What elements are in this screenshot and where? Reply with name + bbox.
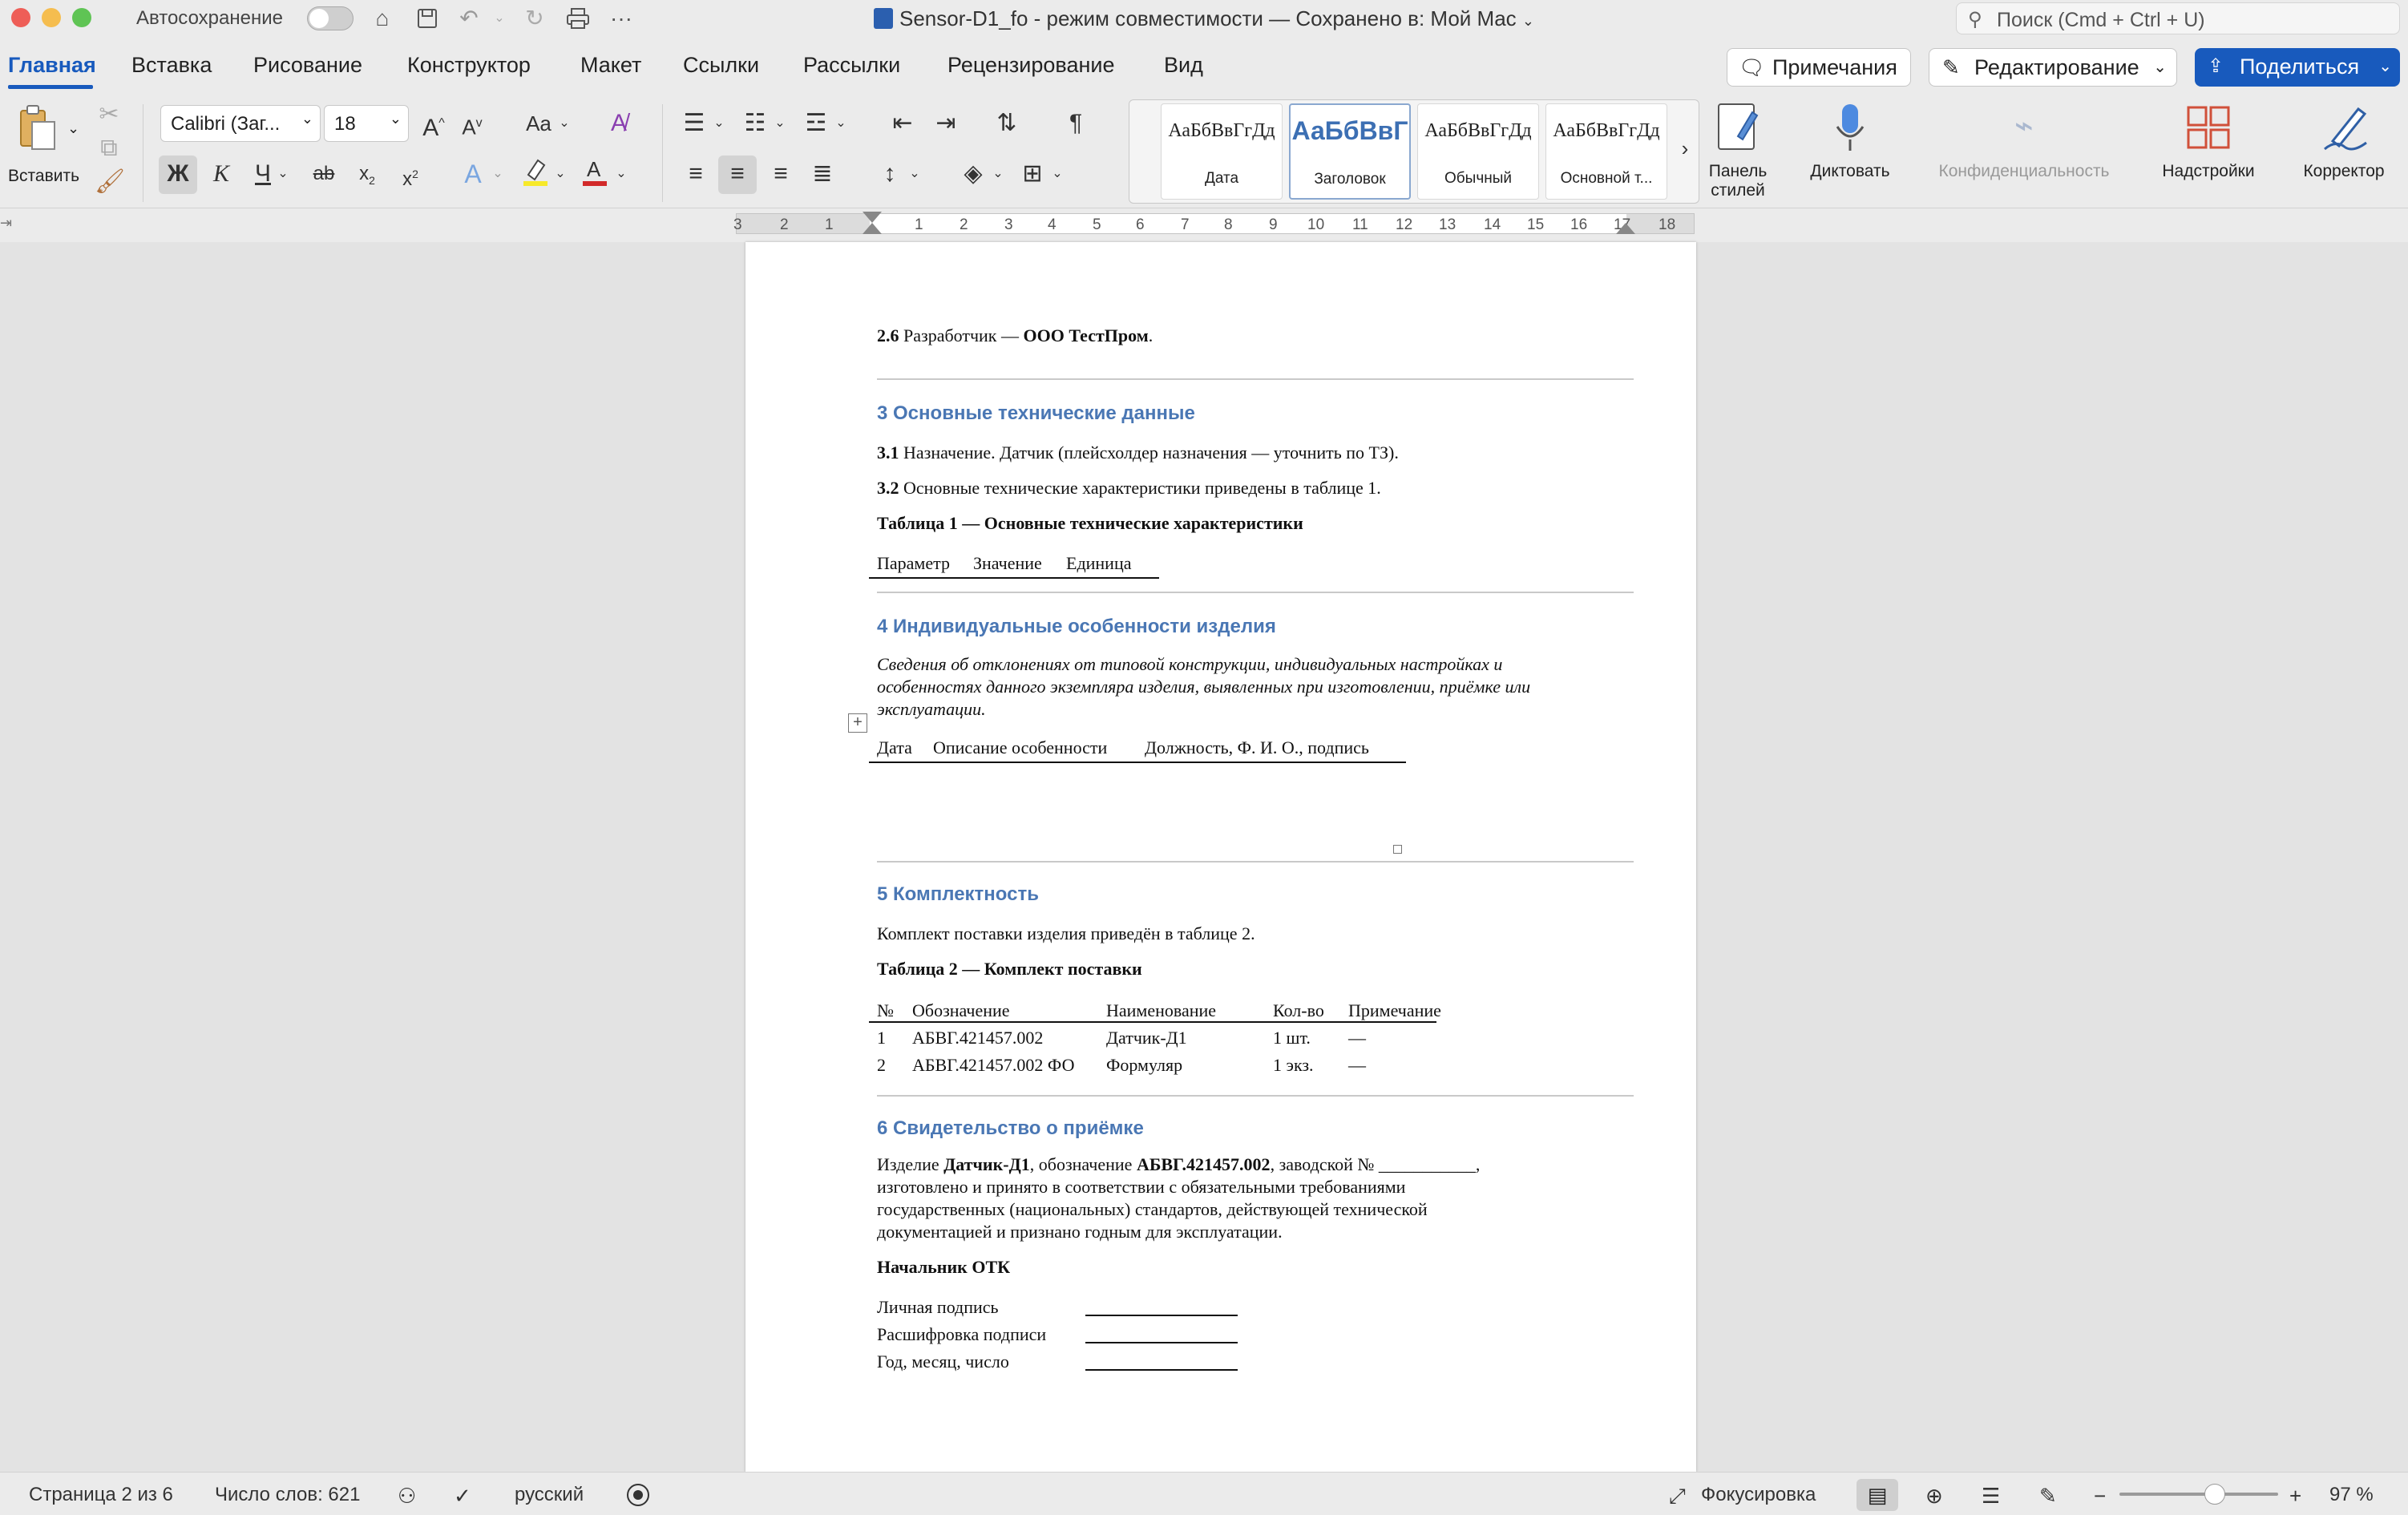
search-placeholder: Поиск (Cmd + Ctrl + U) xyxy=(1997,9,2205,31)
numbering-icon[interactable]: ☷ xyxy=(744,110,766,136)
clipboard-icon xyxy=(18,104,58,152)
style-name: Обычный xyxy=(1444,170,1512,187)
ruler-number: 9 xyxy=(1269,216,1278,233)
sensitivity-icon: ⌁ xyxy=(2014,108,2034,143)
tab-view[interactable]: Вид xyxy=(1164,53,1203,77)
highlight-icon[interactable] xyxy=(519,156,551,192)
paragraph-5: Комплект поставки изделия приведён в таблице 2. xyxy=(877,923,1255,943)
zoom-level[interactable]: 97 % xyxy=(2329,1484,2374,1505)
signature-line xyxy=(1085,1342,1238,1343)
chevron-down-icon[interactable]: ⌄ xyxy=(992,167,1004,180)
bullets-icon[interactable]: ☰ xyxy=(683,110,705,136)
signature-line xyxy=(1085,1369,1238,1371)
paragraph-3-1 xyxy=(877,442,1399,463)
table-header-cell: Значение xyxy=(973,553,1042,573)
paragraph-text: , заводской № ___________, xyxy=(1270,1154,1481,1174)
align-center-icon[interactable]: ≡ xyxy=(718,156,757,194)
paste-dropdown-icon: ⌄ xyxy=(67,120,80,136)
text-effects-icon[interactable]: A xyxy=(464,160,482,188)
undo-icon[interactable]: ↶ xyxy=(459,6,479,30)
chevron-down-icon[interactable]: ⌄ xyxy=(713,116,725,130)
table-header-cell: Должность, Ф. И. О., подпись xyxy=(1145,737,1369,758)
status-bar xyxy=(0,1472,2408,1515)
table-header-cell: Кол-во xyxy=(1273,1000,1324,1020)
chevron-down-icon: ⌄ xyxy=(2378,58,2392,75)
shading-icon[interactable]: ◈ xyxy=(964,160,983,187)
strikethrough-label: ab xyxy=(313,163,335,184)
ruler-number: 14 xyxy=(1484,216,1501,233)
horizontal-rule xyxy=(877,861,1634,863)
title-bar xyxy=(0,0,2408,37)
table-header-cell: Единица xyxy=(1066,553,1132,573)
hanging-indent-marker[interactable] xyxy=(863,223,882,234)
pencil-icon: ✎ xyxy=(1942,55,1960,79)
ruler-number: 6 xyxy=(1136,216,1145,233)
table-2-caption: Таблица 2 — Комплект поставки xyxy=(877,959,1142,979)
share-button[interactable] xyxy=(2195,48,2400,87)
paragraph-line: документацией и признано годным для эксплуатации. xyxy=(877,1222,1283,1242)
table-cell: АБВГ.421457.002 xyxy=(912,1028,1044,1048)
font-name-value: Calibri (Заг... xyxy=(171,113,281,135)
signature-label: Личная подпись xyxy=(877,1297,999,1317)
ruler-number: 16 xyxy=(1570,216,1588,233)
ruler-number: 4 xyxy=(1048,216,1057,233)
paragraph-6-first-line xyxy=(877,1154,1480,1175)
chevron-down-icon: ⌄ xyxy=(2153,59,2167,76)
signature-label: Год, месяц, число xyxy=(877,1351,1009,1372)
addins-icon xyxy=(2185,104,2232,151)
draft-view-icon[interactable]: ✎ xyxy=(2039,1484,2057,1508)
search-icon: ⚲ xyxy=(1968,9,1982,30)
first-line-indent-marker[interactable] xyxy=(863,212,882,223)
ruler-number: 17 xyxy=(1614,216,1631,233)
ruler-number: 10 xyxy=(1307,216,1325,233)
table-header-cell: Параметр xyxy=(877,553,950,573)
product-name: Датчик-Д1 xyxy=(943,1154,1030,1174)
editor-label: Корректор xyxy=(2303,162,2385,180)
undo-dropdown-icon[interactable]: ⌄ xyxy=(494,11,505,25)
language-indicator[interactable]: русский xyxy=(515,1484,584,1505)
tab-stop-icon[interactable]: ⇥ xyxy=(0,215,13,231)
table-1-caption: Таблица 1 — Основные технические характеристики xyxy=(877,513,1303,533)
paragraph-line: особенностях данного экземпляра изделия, выявленных при изготовлении, приёмке или xyxy=(877,677,1531,697)
ruler-number: 1 xyxy=(915,216,923,233)
chevron-down-icon[interactable]: ⌄ xyxy=(277,167,289,180)
print-layout-icon[interactable]: ▤ xyxy=(1857,1479,1898,1511)
editor-pen-icon xyxy=(2320,103,2371,154)
microphone-icon xyxy=(1832,103,1868,154)
accessibility-icon[interactable]: ⚇ xyxy=(398,1484,417,1508)
table-cell: — xyxy=(1348,1055,1366,1075)
more-icon[interactable]: ··· xyxy=(610,6,632,30)
signature-line xyxy=(1085,1315,1238,1316)
ruler-number: 13 xyxy=(1439,216,1457,233)
ruler-margin-left xyxy=(737,214,870,233)
format-painter-icon[interactable]: 🖌 xyxy=(95,168,126,195)
record-icon[interactable] xyxy=(627,1484,649,1506)
ruler-number: 18 xyxy=(1659,216,1676,233)
paragraph-line: Сведения об отклонениях от типовой конструкции, индивидуальных настройках и xyxy=(877,654,1503,674)
table-row xyxy=(869,1052,1436,1079)
comments-label: Примечания xyxy=(1772,55,1897,79)
section-heading-3: 3 Основные технические данные xyxy=(877,402,1195,424)
align-right-icon[interactable]: ≡ xyxy=(774,160,788,187)
sensitivity-button[interactable] xyxy=(1924,101,2124,205)
document-title-text: Sensor-D1_fo - режим совместимости — Сохранено в: Мой Mac xyxy=(899,6,1517,30)
editing-label: Редактирование xyxy=(1974,55,2139,79)
tab-draw[interactable]: Рисование xyxy=(253,53,362,77)
signature-label: Расшифровка подписи xyxy=(877,1324,1047,1344)
chevron-down-icon[interactable]: ⌄ xyxy=(1052,167,1063,180)
style-name: Дата xyxy=(1204,170,1239,187)
table-cell: АБВГ.421457.002 ФО xyxy=(912,1055,1075,1075)
change-case-button[interactable] xyxy=(521,105,556,142)
table-move-handle-icon[interactable]: + xyxy=(848,713,867,733)
paragraph-number: 3.1 xyxy=(877,442,899,463)
clear-formatting-icon[interactable]: A̸ xyxy=(610,110,627,136)
sensitivity-label: Конфиденциальность xyxy=(1938,162,2110,180)
zoom-in-icon[interactable]: + xyxy=(2289,1484,2302,1508)
line-spacing-icon[interactable]: ↕ xyxy=(883,160,896,187)
style-date[interactable] xyxy=(1161,103,1283,200)
style-preview: АаБбВвГгДд xyxy=(1553,120,1660,141)
style-preview: АаБбВвГ xyxy=(1291,116,1408,145)
styles-pane-button[interactable] xyxy=(1703,101,1773,205)
styles-pane-label: Панель стилей xyxy=(1708,162,1768,200)
section-heading-5: 5 Комплектность xyxy=(877,883,1039,905)
change-case-label: Aa xyxy=(526,111,551,135)
paragraph-3-2 xyxy=(877,478,1381,499)
editor-button[interactable] xyxy=(2288,101,2400,205)
chevron-down-icon[interactable]: ⌄ xyxy=(616,167,627,180)
table-header-cell: Дата xyxy=(877,737,912,758)
redo-icon[interactable]: ↻ xyxy=(525,6,544,30)
addins-button[interactable] xyxy=(2148,101,2269,205)
chevron-down-icon[interactable]: ⌄ xyxy=(492,167,503,180)
align-left-icon[interactable]: ≡ xyxy=(689,160,703,187)
svg-text:A: A xyxy=(587,157,601,181)
paragraph-2-6 xyxy=(877,325,1153,346)
ruler-number: 7 xyxy=(1181,216,1190,233)
style-body-text[interactable] xyxy=(1545,103,1667,200)
table-header-cell: Наименование xyxy=(1106,1000,1217,1020)
proofing-icon[interactable]: ✓ xyxy=(454,1484,471,1508)
web-layout-icon[interactable]: ⊕ xyxy=(1925,1484,1943,1508)
style-name: Заголовок xyxy=(1314,171,1386,188)
search-box[interactable] xyxy=(1956,2,2400,34)
home-icon[interactable]: ⌂ xyxy=(375,6,390,30)
vertical-scrollbar[interactable] xyxy=(2381,242,2394,1472)
ruler-number: 15 xyxy=(1527,216,1545,233)
ruler-number: 2 xyxy=(960,216,968,233)
ruler-number: 1 xyxy=(825,216,834,233)
paste-label: Вставить xyxy=(8,167,80,185)
paragraph-text: . xyxy=(1148,325,1153,345)
paragraph-text: Основные технические характеристики приведены в таблице 1. xyxy=(899,478,1381,498)
right-indent-marker[interactable] xyxy=(1616,223,1635,234)
styles-pane-icon xyxy=(1714,101,1762,156)
tab-references[interactable]: Ссылки xyxy=(683,53,760,77)
company-name: ООО ТестПром xyxy=(1023,325,1149,345)
decrease-indent-icon[interactable]: ⇤ xyxy=(892,110,913,136)
chevron-down-icon[interactable]: ⌄ xyxy=(559,116,570,130)
font-size-value: 18 xyxy=(334,113,356,135)
paragraph-line: изготовлено и принято в соответствии с обязательными требованиями xyxy=(877,1177,1406,1197)
table-4-header-row xyxy=(869,736,1406,763)
ruler-number: 11 xyxy=(1352,216,1368,233)
horizontal-rule xyxy=(877,378,1634,380)
ruler-number: 3 xyxy=(1004,216,1013,233)
ribbon-tabs xyxy=(0,37,2408,96)
sort-icon[interactable]: ⇅ xyxy=(996,110,1017,136)
paragraph-text: Разработчик — xyxy=(899,325,1024,345)
table-resize-handle[interactable] xyxy=(1393,845,1402,854)
subscript-icon[interactable]: $x_2$ xyxy=(359,163,375,187)
autosave-label: Автосохранение xyxy=(136,7,283,29)
cut-icon[interactable]: ✂ xyxy=(99,101,119,127)
font-size-select[interactable] xyxy=(324,105,409,142)
ruler-number: 12 xyxy=(1396,216,1413,233)
share-icon: ⇪ xyxy=(2208,55,2224,77)
tab-review[interactable]: Рецензирование xyxy=(947,53,1115,77)
paragraph-number: 2.6 xyxy=(877,325,899,345)
shrink-font-icon[interactable]: $A^v$ xyxy=(462,115,483,139)
italic-label: К xyxy=(213,160,229,187)
multilevel-list-icon[interactable]: ☲ xyxy=(805,110,827,136)
paragraph-number: 3.2 xyxy=(877,478,899,498)
table-cell: 2 xyxy=(877,1055,886,1075)
title-chevron-icon[interactable]: ⌄ xyxy=(1521,13,1534,29)
record-dot xyxy=(633,1490,643,1500)
table-2-header-row xyxy=(869,996,1441,1023)
page-indicator[interactable]: Страница 2 из 6 xyxy=(29,1484,173,1505)
style-preview: АаБбВвГгДд xyxy=(1168,120,1275,141)
tab-home[interactable]: Главная xyxy=(8,53,96,77)
paragraph-line: эксплуатации. xyxy=(877,699,986,719)
table-cell: 1 экз. xyxy=(1273,1055,1314,1075)
borders-icon[interactable]: ⊞ xyxy=(1022,160,1043,187)
table-cell: — xyxy=(1348,1028,1366,1048)
strikethrough-button[interactable] xyxy=(306,156,341,192)
zoom-slider[interactable] xyxy=(2119,1493,2278,1496)
superscript-icon[interactable]: $x^2$ xyxy=(402,168,418,190)
addins-label: Надстройки xyxy=(2162,162,2255,180)
section-heading-4: 4 Индивидуальные особенности изделия xyxy=(877,616,1276,637)
style-normal[interactable] xyxy=(1417,103,1539,200)
tab-insert[interactable]: Вставка xyxy=(131,53,212,77)
section-heading-6: 6 Свидетельство о приёмке xyxy=(877,1117,1144,1139)
tab-layout[interactable]: Макет xyxy=(580,53,642,77)
justify-icon[interactable]: ≣ xyxy=(812,160,833,187)
chevron-down-icon: ⌄ xyxy=(389,111,402,127)
dictate-label: Диктовать xyxy=(1810,162,1890,180)
font-color-icon[interactable] xyxy=(579,156,611,192)
chevron-down-icon[interactable]: ⌄ xyxy=(835,116,846,130)
chevron-down-icon[interactable]: ⌄ xyxy=(909,167,920,180)
editing-mode-button[interactable] xyxy=(1929,48,2177,87)
table-cell: Датчик-Д1 xyxy=(1106,1028,1187,1048)
chevron-right-icon[interactable]: › xyxy=(1681,136,1689,160)
chevron-down-icon[interactable]: ⌄ xyxy=(774,116,786,130)
outline-view-icon[interactable]: ☰ xyxy=(1982,1484,2001,1508)
comments-button[interactable] xyxy=(1727,48,1911,87)
document-page[interactable] xyxy=(745,242,1696,1472)
paragraph-text: Назначение. Датчик (плейсхолдер назначения — уточнить по ТЗ). xyxy=(899,442,1399,463)
show-formatting-icon[interactable]: ¶ xyxy=(1069,110,1083,136)
chevron-down-icon: ⌄ xyxy=(301,111,313,127)
table-cell: 1 xyxy=(877,1028,886,1048)
tab-design[interactable]: Конструктор xyxy=(407,53,531,77)
style-title[interactable] xyxy=(1289,103,1411,200)
horizontal-rule xyxy=(877,592,1634,593)
focus-icon[interactable]: ⤢ xyxy=(1669,1484,1686,1508)
share-label: Поделиться xyxy=(2240,55,2360,79)
ribbon-toolbar xyxy=(0,96,2408,208)
style-name: Основной т... xyxy=(1560,170,1653,187)
grow-font-icon[interactable]: A^ xyxy=(422,115,445,141)
separator xyxy=(662,104,663,202)
table-1-header-row xyxy=(869,551,1159,579)
dictate-button[interactable] xyxy=(1792,101,1908,205)
underline-label: Ч xyxy=(255,160,271,187)
underline-button[interactable] xyxy=(247,156,279,192)
horizontal-ruler[interactable] xyxy=(0,208,2408,242)
style-preview: АаБбВвГгДд xyxy=(1424,120,1532,141)
word-count[interactable]: Число слов: 621 xyxy=(215,1484,361,1505)
paragraph-text: Изделие xyxy=(877,1154,944,1174)
ruler-number: 3 xyxy=(733,216,742,233)
product-code: АБВГ.421457.002 xyxy=(1136,1154,1271,1174)
italic-button[interactable] xyxy=(205,156,237,192)
copy-icon[interactable]: ⧉ xyxy=(100,135,118,161)
paste-button[interactable] xyxy=(8,104,80,200)
word-doc-icon xyxy=(874,8,893,29)
table-header-cell: № xyxy=(877,1000,894,1020)
increase-indent-icon[interactable]: ⇥ xyxy=(935,110,956,136)
ruler-number: 8 xyxy=(1224,216,1233,233)
zoom-slider-thumb[interactable] xyxy=(2204,1484,2225,1505)
ruler-number: 2 xyxy=(780,216,789,233)
focus-mode-label[interactable]: Фокусировка xyxy=(1701,1484,1816,1505)
active-tab-indicator xyxy=(8,85,93,89)
table-header-cell: Примечание xyxy=(1348,1000,1441,1020)
table-cell: 1 шт. xyxy=(1273,1028,1311,1048)
table-row xyxy=(869,1024,1436,1052)
ruler-number: 5 xyxy=(1093,216,1101,233)
comment-icon: 🗨 xyxy=(1739,55,1766,79)
horizontal-rule xyxy=(877,1095,1634,1097)
font-name-select[interactable] xyxy=(160,105,321,142)
table-header-cell: Обозначение xyxy=(912,1000,1010,1020)
bold-button[interactable] xyxy=(159,156,197,194)
paragraph-line: государственных (национальных) стандартов, действующей технической xyxy=(877,1199,1428,1219)
bold-label: Ж xyxy=(167,160,189,187)
paragraph-text: , обозначение xyxy=(1029,1154,1137,1174)
table-cell: Формуляр xyxy=(1106,1055,1183,1075)
table-header-cell: Описание особенности xyxy=(933,737,1108,758)
chevron-down-icon[interactable]: ⌄ xyxy=(555,167,566,180)
zoom-out-icon[interactable]: − xyxy=(2094,1484,2107,1508)
tab-mailings[interactable]: Рассылки xyxy=(803,53,901,77)
otk-title: Начальник ОТК xyxy=(877,1257,1011,1277)
